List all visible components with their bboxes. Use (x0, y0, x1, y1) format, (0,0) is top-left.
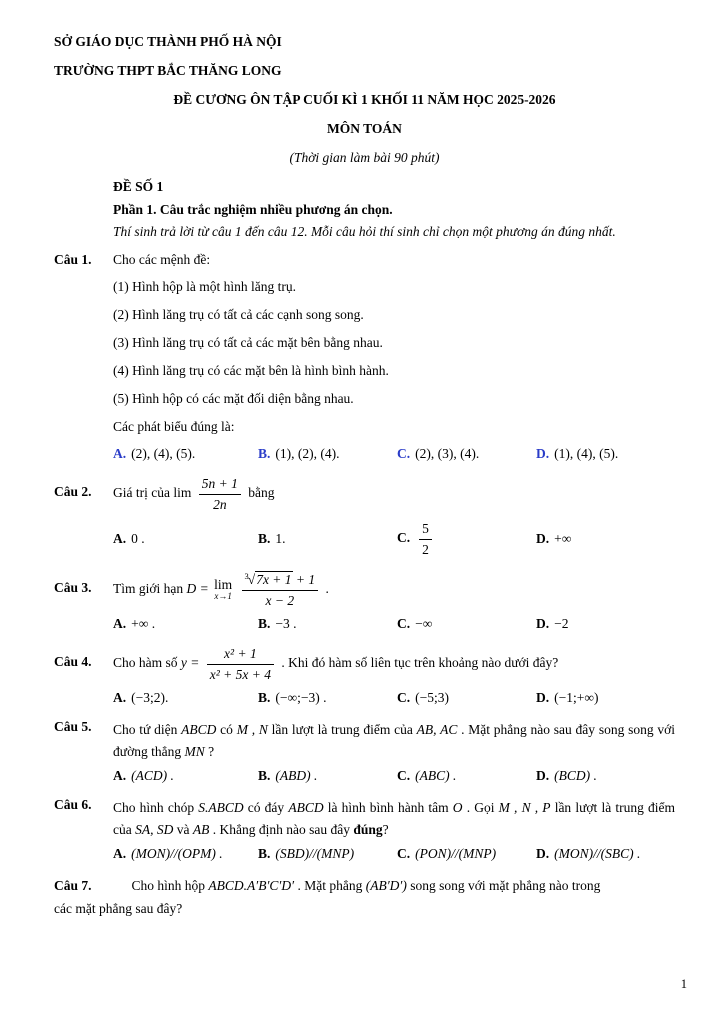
department-name: SỞ GIÁO DỤC THÀNH PHỐ HÀ NỘI (54, 34, 282, 49)
option-a (113, 531, 258, 547)
question-stem (54, 875, 675, 921)
question-label: Câu 5. (54, 719, 92, 735)
option-c (397, 768, 536, 784)
question-label: Câu 1. (54, 252, 92, 268)
option-d (536, 531, 675, 547)
option-text: (SBD)//(MNP) (275, 845, 355, 861)
statement: (1) Hình hộp là một hình lăng trụ. (113, 279, 296, 295)
option-b (258, 768, 397, 784)
option-letter: D. (536, 531, 550, 547)
part1-title: Phần 1. Câu trắc nghiệm nhiều phương án chọn. (113, 201, 393, 217)
exam-title: ĐỀ CƯƠNG ÔN TẬP CUỐI KÌ 1 KHỐI 11 NĂM HỌC 2025-2026 (173, 91, 556, 107)
option-letter: B. (258, 845, 271, 861)
option-text: (MON)//(OPM) . (131, 845, 223, 861)
stem-text: Cho hàm số (113, 655, 178, 671)
option-letter: D. (536, 690, 550, 706)
option-b (258, 446, 397, 462)
option-text: (1), (2), (4). (275, 446, 340, 462)
radical-index: 3 (244, 571, 249, 582)
question-7 (54, 875, 675, 921)
statement: (5) Hình hộp có các mặt đối diện bằng nhau. (113, 391, 354, 407)
question-label: Câu 4. (54, 654, 92, 670)
fraction (242, 571, 319, 609)
option-a (113, 616, 258, 632)
fraction-numerator: x² + 1 (207, 645, 274, 665)
option-a (113, 846, 258, 862)
answer-options (113, 690, 675, 706)
question-body (113, 797, 675, 862)
question-closing: Các phát biểu đúng là: (113, 419, 235, 435)
limit-operator: lim (173, 485, 192, 501)
stem-text: Giá trị của (113, 485, 170, 501)
stem-line-2: các mặt phẳng sau đây? (54, 900, 183, 916)
option-letter: B. (258, 616, 271, 632)
fraction (207, 645, 274, 683)
option-text: (BCD) . (554, 767, 597, 783)
option-b (258, 846, 397, 862)
fraction-numerator: 5 (419, 520, 432, 540)
option-letter: B. (258, 446, 271, 462)
duration-note: (Thời gian làm bài 90 phút) (289, 149, 440, 165)
fraction-denominator: x² + 5x + 4 (209, 666, 272, 682)
option-letter: D. (536, 446, 550, 462)
answer-options (113, 768, 675, 784)
question-2 (54, 475, 675, 558)
question-6 (54, 797, 675, 862)
stem-text: bằng (248, 485, 275, 501)
answer-options (113, 846, 675, 862)
question-label: Câu 2. (54, 484, 92, 500)
question-5 (54, 719, 675, 784)
option-text: +∞ (554, 531, 572, 547)
option-c (397, 690, 536, 706)
radicand: 7x + 1 (256, 572, 292, 588)
option-letter: B. (258, 690, 271, 706)
question-stem: Cho tứ diện ABCD có M , N lần lượt là trung điểm của AB, AC . Mặt phẳng nào sau đây song song với đường thẳng MN ? (113, 722, 676, 759)
option-d (536, 690, 675, 706)
stem-line-1: Cho hình hộp ABCD.A′B′C′D′ . Mặt phẳng (AB′D′) song song với mặt phẳng nào trong (131, 877, 601, 893)
fraction-numerator (242, 571, 319, 591)
option-text: (PON)//(MNP) (415, 845, 497, 861)
option-letter: C. (397, 845, 411, 861)
option-d (536, 616, 675, 632)
option-letter: C. (397, 530, 411, 546)
option-letter: C. (397, 446, 411, 462)
equation-lhs: y = (180, 655, 200, 671)
option-text: (−3;2). (131, 690, 169, 706)
option-letter: A. (113, 446, 127, 462)
question-label: Câu 7. (54, 877, 92, 893)
fraction (199, 475, 241, 513)
radical (245, 572, 293, 587)
question-prompt: Cho các mệnh đề: (113, 252, 211, 268)
question-stem: Cho hình chóp S.ABCD có đáy ABCD là hình bình hành tâm O . Gọi M , N , P lần lượt là trung điểm của SA, SD và AB . Khẳng định nào sau đây đúng? (113, 799, 676, 837)
question-4 (54, 645, 675, 706)
option-d (536, 846, 675, 862)
option-letter: C. (397, 767, 411, 783)
option-a (113, 446, 258, 462)
option-c (397, 446, 536, 462)
fraction (419, 520, 432, 558)
part1-instructions: Thí sinh trả lời từ câu 1 đến câu 12. Mỗi câu hỏi thí sinh chỉ chọn một phương án đúng nhất. (113, 224, 616, 240)
question-body (113, 645, 675, 706)
option-text: −3 . (275, 616, 297, 632)
statement: (3) Hình lăng trụ có tất cả các mặt bên bằng nhau. (113, 335, 383, 351)
option-d (536, 446, 675, 462)
option-letter: D. (536, 616, 550, 632)
option-a (113, 690, 258, 706)
limit-operator: lim x→1 (214, 577, 233, 602)
option-c (397, 846, 536, 862)
option-b (258, 531, 397, 547)
option-letter: B. (258, 531, 271, 547)
option-b (258, 616, 397, 632)
question-body (113, 719, 675, 784)
option-text: (−5;3) (415, 690, 449, 706)
option-text: (2), (4), (5). (131, 446, 196, 462)
subject-title: MÔN TOÁN (327, 120, 402, 136)
option-text: (−∞;−3) . (275, 690, 327, 706)
option-a (113, 768, 258, 784)
option-text: −∞ (415, 616, 433, 632)
option-letter: D. (536, 767, 550, 783)
statement: (4) Hình lăng trụ có các mặt bên là hình bình hành. (113, 363, 389, 379)
question-stem (113, 475, 675, 513)
question-3 (54, 571, 675, 632)
option-text: 1. (275, 531, 286, 547)
limit-subscript: x→1 (214, 591, 232, 602)
option-text: −2 (554, 616, 569, 632)
option-letter: A. (113, 690, 127, 706)
option-letter: A. (113, 767, 127, 783)
fraction-numerator: 5n + 1 (199, 475, 241, 495)
option-text: (MON)//(SBC) . (554, 845, 641, 861)
school-name: TRƯỜNG THPT BẮC THĂNG LONG (54, 62, 282, 78)
question-stem (113, 571, 675, 609)
answer-options (113, 446, 675, 462)
option-d (536, 768, 675, 784)
answer-options (113, 616, 675, 632)
option-letter: D. (536, 845, 550, 861)
option-text: (ACD) . (131, 767, 174, 783)
question-body (113, 571, 675, 632)
fraction-denominator: x − 2 (265, 592, 295, 608)
option-text: 0 . (131, 531, 145, 547)
answer-options (113, 520, 675, 558)
option-text: (ABC) . (415, 767, 457, 783)
option-text: (1), (4), (5). (554, 446, 619, 462)
option-text: (−1;+∞) (554, 690, 599, 706)
question-body (113, 252, 675, 462)
option-letter: A. (113, 616, 127, 632)
equation-lhs: D = (186, 581, 209, 597)
option-letter: A. (113, 845, 127, 861)
question-1 (54, 252, 675, 462)
option-letter: C. (397, 616, 411, 632)
stem-text: . (325, 581, 329, 597)
option-letter: A. (113, 531, 127, 547)
statement: (2) Hình lăng trụ có tất cả các cạnh song song. (113, 307, 364, 323)
option-letter: C. (397, 690, 411, 706)
page-number: 1 (680, 977, 687, 991)
option-b (258, 690, 397, 706)
numerator-rest: + 1 (292, 572, 316, 588)
stem-text: Tìm giới hạn (113, 581, 184, 597)
document-header (54, 34, 675, 166)
option-text: (ABD) . (275, 767, 318, 783)
option-letter: B. (258, 767, 271, 783)
fraction-denominator: 2n (213, 496, 227, 512)
question-stem (113, 645, 675, 683)
option-c (397, 616, 536, 632)
question-label: Câu 3. (54, 580, 92, 596)
option-text: (2), (3), (4). (415, 446, 480, 462)
fraction-denominator: 2 (422, 541, 429, 557)
stem-text: . Khi đó hàm số liên tục trên khoảng nào dưới đây? (281, 655, 559, 671)
question-body (113, 475, 675, 558)
radical-symbol: √ (247, 572, 256, 588)
option-c (397, 520, 536, 558)
exam-number: ĐỀ SỐ 1 (113, 179, 164, 195)
exam-intro (113, 178, 675, 241)
option-text: +∞ . (131, 616, 156, 632)
question-label: Câu 6. (54, 796, 92, 812)
